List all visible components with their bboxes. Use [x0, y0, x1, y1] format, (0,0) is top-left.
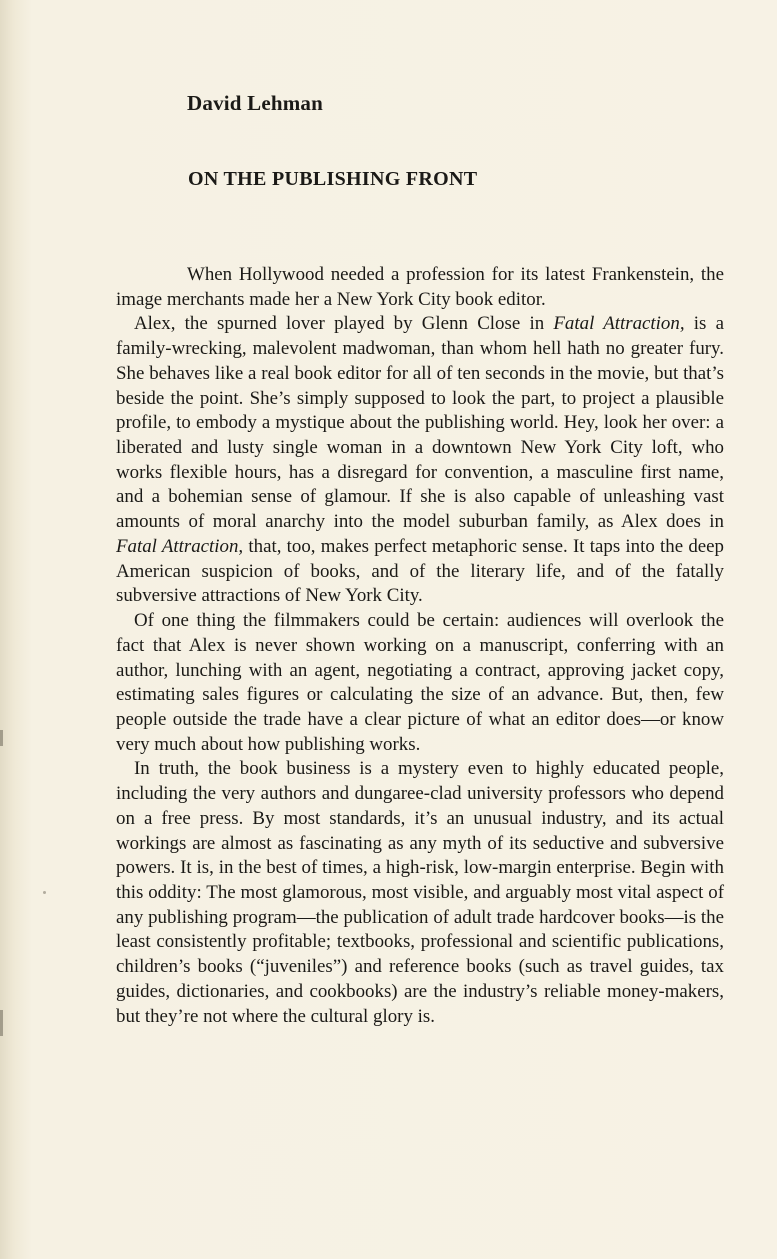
paragraph [116, 757, 724, 1029]
film-title: Fatal Attraction, [116, 535, 244, 557]
paragraph-text: When Hollywood needed a profession for its latest Frankenstein, the image merchants made her a New York City book editor. [116, 264, 724, 310]
paper-speck [43, 891, 46, 894]
author-name: David Lehman [187, 91, 324, 115]
paragraph-text: that, too, makes perfect metaphoric sense. It taps into the deep American suspicion of books, and of the literary life, and of the fatally subversive attractions of New York City. [116, 535, 724, 607]
paragraph [116, 609, 724, 757]
paragraph-text: Alex, the spurned lover played by Glenn Close in [134, 313, 554, 335]
film-title: Fatal Attraction, [553, 313, 685, 335]
paragraph [116, 263, 724, 312]
paragraph-text: In truth, the book business is a mystery even to highly educated people, including the very authors and dungaree-clad university professors who depend on a free press. By most standards, it’s an unusual industry, and its actual workings are almost as fascinating as any myth of its seductive and subversive powers. It is, in the best of times, a high-risk, low-margin enterprise. Begin with this oddity: The most glamorous, most visible, and arguably most vital aspect of any publishing program—the publication of adult trade hardcover books—is the least consistently profitable; textbooks, professional and scientific publications, children’s books (“juveniles”) and reference books (such as travel guides, tax guides, dictionaries, and cookbooks) are the industry’s reliable money-makers, but they’re not where the cultural glory is. [116, 758, 724, 1027]
gutter-shadow-mark [0, 1010, 3, 1036]
paragraph-text: is a family-wrecking, malevolent madwoman, than whom hell hath no greater fury. She behaves like a real book editor for all of ten seconds in the movie, but that’s beside the point. She’s simply supposed to look the part, to project a plausible profile, to embody a mystique about the publishing world. Hey, look her over: a liberated and lusty single woman in a downtown New York City loft, who works flexible hours, has a disregard for convention, a masculine first name, and a bohemian sense of glamour. If she is also capable of unleashing vast amounts of moral anarchy into the model suburban family, as Alex does in [116, 313, 725, 533]
gutter-shadow-mark [0, 730, 3, 746]
paragraph-text: Of one thing the filmmakers could be certain: audiences will overlook the fact that Alex is never shown working on a manuscript, conferring with an author, lunching with an agent, negotiating a contract, approving jacket copy, estimating sales figures or calculating the size of an advance. But, then, few people outside the trade have a clear picture of what an editor does—or know very much about how publishing works. [116, 610, 724, 755]
article-body [116, 263, 724, 1029]
paragraph [116, 312, 724, 609]
article-title: ON THE PUBLISHING FRONT [188, 168, 478, 190]
